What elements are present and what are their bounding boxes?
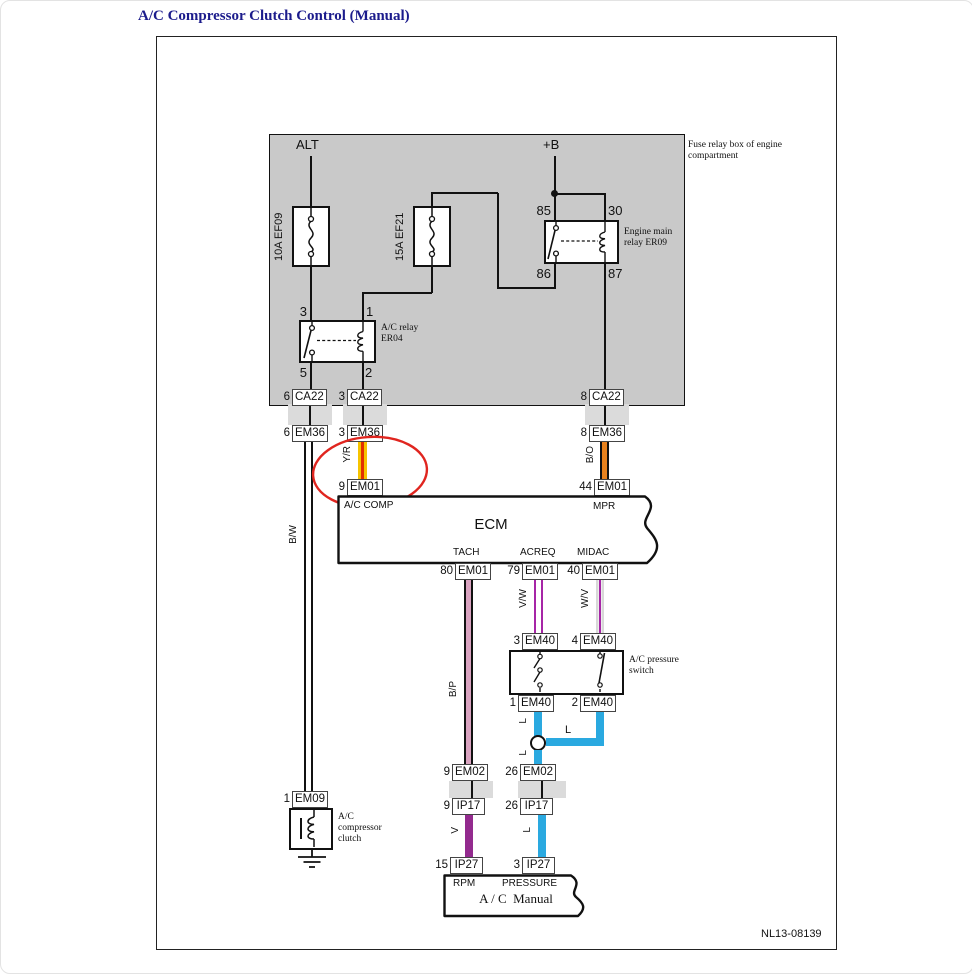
pin-number: 40 [567, 565, 580, 577]
wire-segment [541, 781, 543, 798]
ecm-signal-acreq: ACREQ [520, 547, 556, 558]
connector-label: EM01 [594, 479, 630, 496]
pressure-switch-name: A/C pressure switch [629, 655, 679, 676]
relay-symbol [546, 222, 617, 262]
pressure-switch-box [509, 650, 624, 695]
pin-number: 26 [505, 766, 518, 778]
wire-bp-label: B/P [448, 681, 459, 698]
ecm-signal-tach: TACH [453, 547, 480, 558]
connector-label: EM40 [580, 695, 616, 712]
connector-label: EM36 [589, 425, 625, 442]
panel-pressure-label: PRESSURE [502, 878, 558, 889]
relay-pin-1: 1 [366, 304, 374, 319]
connector-em40-1 [504, 695, 554, 712]
wire-segment [362, 404, 364, 425]
wire-segment [362, 292, 432, 294]
compressor-clutch-box [289, 808, 333, 850]
pin-number: 1 [509, 697, 516, 709]
connector-ca22-8 [575, 389, 624, 406]
alt-label: ALT [296, 137, 319, 152]
wire-bw-label: B/W [288, 525, 299, 544]
connector-em02-26 [499, 764, 556, 781]
wire-l [546, 738, 604, 746]
pin-number: 3 [338, 391, 345, 403]
ecm-signal-ac-comp: A/C COMP [344, 500, 394, 511]
fuse-relay-box [269, 134, 685, 406]
pin-number: 9 [443, 800, 450, 812]
fuse-ef21-label: 15A EF21 [394, 212, 406, 261]
wire-segment [554, 262, 556, 289]
connector-ip17-9 [438, 798, 485, 815]
wire-l-label: L [518, 750, 529, 756]
connector-em40-4 [566, 633, 616, 650]
wire-l [534, 750, 542, 764]
connector-em40-2 [566, 695, 616, 712]
pin-number: 9 [338, 481, 345, 493]
panel-name: A / C Manual [479, 891, 553, 906]
connector-ca22-3 [333, 389, 382, 406]
connector-em01-40 [561, 563, 618, 580]
wire-segment [310, 265, 312, 320]
connector-em40-3 [508, 633, 558, 650]
clutch-symbol [291, 810, 330, 847]
pin-number: 3 [513, 635, 520, 647]
connector-label: EM02 [520, 764, 556, 781]
wire-bo [600, 442, 609, 479]
fuse-ef09 [292, 206, 330, 267]
wire-segment [310, 156, 312, 206]
connector-em36-8 [575, 425, 625, 442]
pin-number: 4 [571, 635, 578, 647]
connector-ca22-6 [278, 389, 327, 406]
connector-tab [343, 404, 387, 425]
pin-number: 44 [579, 481, 592, 493]
wire-segment [471, 781, 473, 798]
wire-segment [497, 193, 499, 288]
connector-label: IP27 [450, 857, 483, 874]
connector-ip17-26 [499, 798, 553, 815]
connector-ip27-15 [429, 857, 483, 874]
pin-number: 2 [571, 697, 578, 709]
pin-number: 3 [513, 859, 520, 871]
wire-segment [604, 262, 606, 389]
wire-segment [309, 404, 311, 425]
ground-symbol [295, 850, 329, 872]
wire-bo-label: B/O [585, 446, 596, 464]
fuse-symbol [294, 208, 328, 265]
relay-pin-86: 86 [536, 266, 551, 281]
wire-wv-label: W/V [580, 589, 591, 608]
wire-segment [554, 193, 556, 221]
connector-label: EM02 [452, 764, 488, 781]
connector-em01-9 [333, 479, 383, 496]
relay-pin-3: 3 [299, 304, 307, 319]
ac-relay-name: A/C relay ER04 [381, 323, 419, 344]
wire-l [538, 815, 546, 857]
connector-label: CA22 [589, 389, 624, 406]
wire-yr-label: Y/R [342, 446, 353, 463]
ecm-signal-midac: MIDAC [577, 547, 610, 558]
connector-label: EM40 [522, 633, 558, 650]
connector-em01-79 [501, 563, 558, 580]
pressure-switch-symbol [511, 652, 621, 692]
connector-label: EM40 [580, 633, 616, 650]
wire-segment [362, 293, 364, 320]
splice-junction [530, 735, 546, 751]
wire-segment [554, 156, 556, 194]
pin-number: 80 [440, 565, 453, 577]
relay-pin-85: 85 [536, 203, 551, 218]
connector-label: EM01 [347, 479, 383, 496]
wire-l-label: L [565, 724, 572, 736]
wire-segment [604, 193, 606, 222]
connector-em01-44 [573, 479, 630, 496]
connector-label: IP17 [520, 798, 553, 815]
wire-segment [431, 192, 498, 194]
wire-l-label: L [518, 718, 529, 724]
pin-number: 3 [338, 427, 345, 439]
wire-v [465, 815, 473, 857]
relay-pin-5: 5 [299, 365, 307, 380]
relay-symbol [301, 322, 374, 361]
connector-label: EM01 [455, 563, 491, 580]
wire-l [534, 712, 542, 736]
pin-number: 79 [507, 565, 520, 577]
fuse-ef21 [413, 206, 451, 267]
pin-number: 9 [443, 766, 450, 778]
page-title: A/C Compressor Clutch Control (Manual) [138, 8, 410, 24]
pin-number: 26 [505, 800, 518, 812]
ecm-signal-mpr: MPR [593, 501, 616, 512]
connector-tab [585, 404, 629, 425]
pin-number: 15 [435, 859, 448, 871]
fuse-ef09-label: 10A EF09 [273, 212, 285, 261]
wire-segment [554, 193, 606, 195]
wire-bp [464, 580, 473, 764]
wire-segment [431, 265, 433, 293]
compressor-name: A/C compressor clutch [338, 812, 382, 844]
wire-segment [310, 361, 312, 389]
connector-label: CA22 [292, 389, 327, 406]
engine-main-relay [544, 220, 619, 264]
connector-label: EM36 [292, 425, 328, 442]
fuse-box-caption: Fuse relay box of engine compartment [688, 140, 782, 161]
engine-relay-name: Engine main relay ER09 [624, 227, 673, 248]
connector-label: EM09 [292, 791, 328, 808]
connector-label: EM01 [582, 563, 618, 580]
ecm-label: ECM [474, 516, 508, 533]
relay-pin-30: 30 [608, 203, 623, 218]
doc-number: NL13-08139 [761, 928, 822, 940]
pin-number: 6 [283, 391, 290, 403]
wire-wv [596, 580, 604, 633]
wire-segment [431, 193, 433, 206]
pin-number: 8 [580, 427, 587, 439]
wire-segment [362, 361, 364, 389]
connector-em09-1 [278, 791, 328, 808]
relay-pin-87: 87 [608, 266, 623, 281]
wire-l-label: L [522, 827, 533, 833]
connector-em02-9 [438, 764, 488, 781]
connector-label: IP27 [522, 857, 555, 874]
panel-rpm-label: RPM [453, 878, 476, 889]
connector-label: IP17 [452, 798, 485, 815]
relay-pin-2: 2 [365, 365, 373, 380]
connector-ip27-3 [508, 857, 555, 874]
wire-vw [534, 580, 543, 633]
plus-b-label: +B [543, 137, 560, 152]
connector-label: EM36 [347, 425, 383, 442]
pin-number: 1 [283, 793, 290, 805]
wire-segment [604, 404, 606, 425]
pin-number: 8 [580, 391, 587, 403]
connector-em01-80 [434, 563, 491, 580]
pin-number: 6 [283, 427, 290, 439]
ac-relay [299, 320, 376, 363]
wire-vw-label: V/W [518, 589, 529, 608]
wire-v-label: V [450, 827, 461, 834]
connector-label: EM01 [522, 563, 558, 580]
wire-segment [497, 287, 555, 289]
fuse-symbol [415, 208, 449, 265]
connector-label: CA22 [347, 389, 382, 406]
connector-label: EM40 [518, 695, 554, 712]
